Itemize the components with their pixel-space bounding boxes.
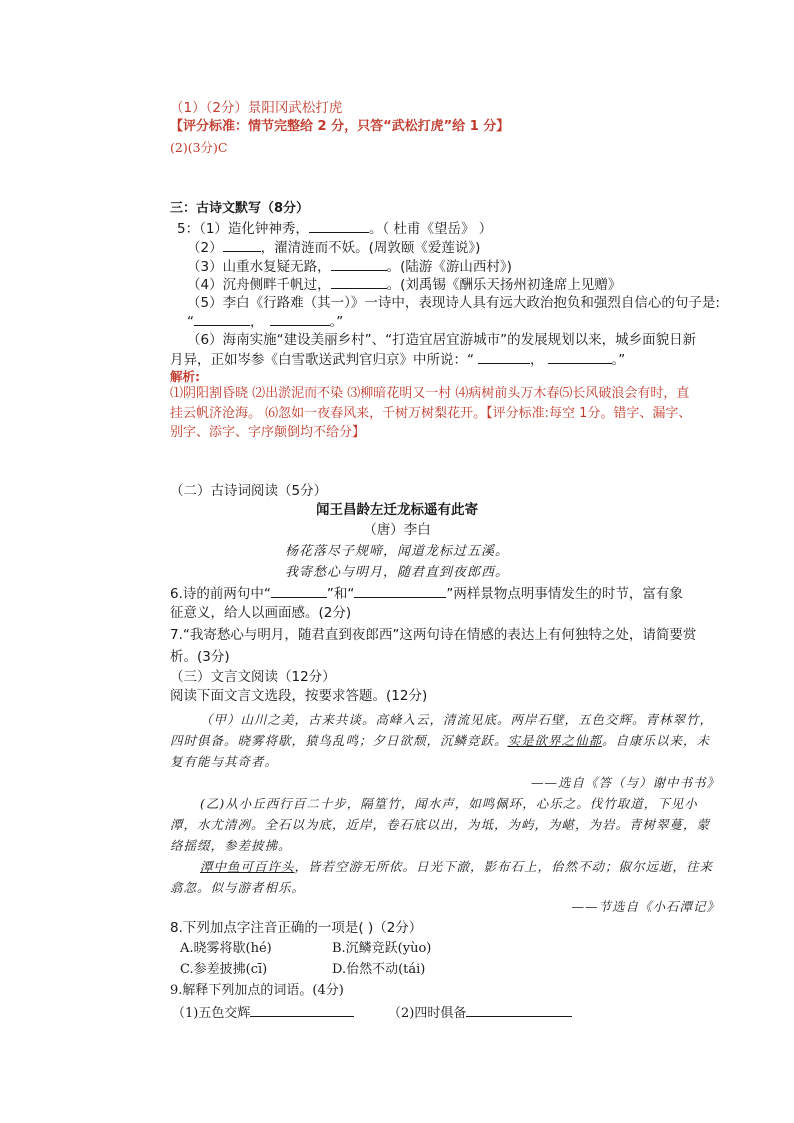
- jia-line-2-tail: 。自康乐以来，未: [602, 733, 711, 748]
- question-7-line-2: 析。(3分): [170, 649, 230, 665]
- poem-section-heading: （二）古诗词阅读（5分）: [170, 483, 328, 499]
- q5-1-blank[interactable]: [309, 218, 369, 233]
- scoring-standard-1: 【评分标准：情节完整给 2 分，只答“武松打虎”给 1 分】: [170, 119, 510, 134]
- passage-yi-line-2: 潭，水尤清冽。全石以为底，近岸，卷石底以出，为坻，为屿，为嵁，为岩。青树翠蔓，蒙: [170, 817, 711, 832]
- q5-2-text-a: （2）: [187, 240, 223, 256]
- passage-yi-source: ——节选自《小石潭记》: [571, 899, 720, 914]
- q5-5-comma: ，: [250, 314, 264, 330]
- q5-1-text-b: 。（ 杜甫《望岳》 ）: [368, 221, 493, 237]
- q5-5-blank-2[interactable]: [270, 311, 330, 326]
- poem-title: 闻王昌龄左迁龙标遥有此寄: [316, 502, 478, 518]
- jia-line-2-text: 四时俱备。晓雾将歇，猿鸟乱鸣；夕日欲颓，沉鳞竞跃。: [170, 733, 508, 748]
- question-5-1: [177, 218, 492, 239]
- q5-6-comma: ，: [530, 352, 544, 368]
- yi-underlined-sentence: 潭中鱼可百许头: [200, 859, 295, 874]
- q5-3-text-a: （3）山重水复疑无路，: [187, 259, 331, 275]
- question-9-1: [172, 1002, 354, 1024]
- q9-2-label: （2)四时俱备: [388, 1006, 467, 1021]
- q5-2-blank[interactable]: [223, 237, 261, 252]
- question-5-4: [187, 274, 621, 295]
- q6-text-c: ”两样景物点明事情发生的时节，富有象: [446, 586, 683, 602]
- q6-text-b: ”和“: [326, 586, 355, 602]
- poem-line-1: 杨花落尽子规啼，闻道龙标过五溪。: [284, 544, 509, 559]
- q9-2-blank[interactable]: [466, 1002, 572, 1017]
- question-5-5: （5）李白《行路难（其一）》一诗中，表现诗人具有远大政治抱负和强烈自信心的句子是:: [187, 295, 720, 311]
- q5-5-close-quote: 。”: [329, 314, 344, 330]
- question-8: 8.下列加点字注音正确的一项是( )（2分）: [170, 920, 423, 936]
- passage-jia-source: ——选自《答（与）谢中书书》: [530, 775, 720, 790]
- section-heading-3: 三：古诗文默写（8分）: [170, 201, 310, 216]
- analysis-label: 解析:: [170, 369, 200, 384]
- passage-yi-line-5: 翕忽。似与游者相乐。: [170, 880, 306, 895]
- question-5-6-line-2: [170, 349, 625, 370]
- poem-line-2: 我寄愁心与明月，随君直到夜郎西。: [284, 565, 509, 580]
- q5-6-close-quote: 。”: [611, 352, 626, 368]
- q5-4-text-b: 。(刘禹锡《酬乐天扬州初逢席上见赠》: [386, 277, 622, 293]
- analysis-line-3: 别字、添字、字序颠倒均不给分】: [170, 425, 366, 440]
- q5-3-blank[interactable]: [331, 256, 387, 271]
- q5-5-open-quote: “: [187, 314, 194, 330]
- classical-instruction: 阅读下面文言文选段，按要求答题。(12分): [170, 688, 428, 704]
- q6-blank-1[interactable]: [271, 583, 327, 598]
- q8-option-b[interactable]: B.沉鳞竞跃(yùo): [332, 941, 432, 956]
- jia-underlined-sentence: 实是欲界之仙都: [507, 733, 603, 748]
- passage-yi-line-3: 络摇缀，参差披拂。: [170, 838, 292, 853]
- q5-2-text-b: ，濯清涟而不妖。(周敦颐《爱莲说》): [260, 240, 481, 256]
- q5-6-text-b: 月异，正如岑参《白雪歌送武判官归京》中所说：“: [170, 352, 474, 368]
- q6-text-a: 6.诗的前两句中“: [170, 586, 271, 602]
- question-7-line-1: 7.“我寄愁心与明月，随君直到夜郎西”这两句诗在情感的表达上有何独特之处，请简要赏: [170, 627, 697, 643]
- passage-jia-line-1: （甲）山川之美，古来共谈。高峰入云，清流见底。两岸石壁，五色交辉。青林翠竹，: [200, 712, 714, 727]
- analysis-line-2: 挂云帆济沧海。 ⑹忽如一夜春风来，千树万树梨花开。【评分标准:每空 1分。错字、漏字、: [170, 406, 692, 421]
- answer-line-1: （1）（2分）景阳冈武松打虎: [170, 100, 343, 116]
- question-6: [170, 583, 683, 604]
- question-9: 9.解释下列加点的词语。(4分): [170, 983, 344, 998]
- passage-yi-line-1: (乙)从小丘西行百二十步，隔篁竹，闻水声，如鸣佩环，心乐之。伐竹取道，下见小: [200, 796, 698, 811]
- q8-option-c[interactable]: C.参差披拂(cī): [180, 962, 268, 977]
- q5-6-blank-2[interactable]: [548, 349, 612, 364]
- q5-3-text-b: 。(陆游《游山西村》): [386, 259, 512, 275]
- poem-author: （唐）李白: [363, 522, 431, 538]
- question-5-2: [187, 237, 480, 258]
- q8-option-a[interactable]: A.晓雾将歇(hé): [180, 941, 272, 956]
- q5-4-text-a: （4）沉舟侧畔千帆过，: [187, 277, 331, 293]
- question-5-5-blanks: [187, 311, 343, 332]
- yi-line-4-text: ，皆若空游无所依。日光下澈，影布石上，佁然不动；俶尔远逝，往来: [294, 859, 714, 874]
- passage-yi-line-4: [200, 857, 713, 877]
- classical-section-heading: （三）文言文阅读（12分）: [170, 669, 336, 685]
- q5-4-blank[interactable]: [331, 274, 387, 289]
- q9-1-label: （1)五色交辉: [172, 1006, 251, 1021]
- passage-jia-line-2: [170, 731, 710, 751]
- q9-1-blank[interactable]: [250, 1002, 354, 1017]
- question-5-6-line-1: （6）海南实施“建设美丽乡村”、“打造宜居宜游城市”的发展规划以来，城乡面貌日新: [187, 332, 697, 348]
- q8-option-d[interactable]: D.佁然不动(tái): [332, 962, 426, 977]
- analysis-line-1: ⑴阴阳割昏晓 ⑵出淤泥而不染 ⑶柳暗花明又一村 ⑷病树前头万木春⑸长风破浪会有时，直: [170, 386, 690, 401]
- q5-6-blank-1[interactable]: [478, 349, 530, 364]
- passage-jia-line-3: 复有能与其奇者。: [170, 754, 279, 769]
- q5-5-blank-1[interactable]: [194, 311, 250, 326]
- q6-blank-2[interactable]: [354, 583, 446, 598]
- question-6-line-2: 征意义，给人以画面感。(2分): [170, 605, 352, 621]
- question-9-2: [388, 1002, 572, 1024]
- q5-1-text-a: 5：（1）造化钟神秀，: [177, 221, 309, 237]
- answer-line-2: (2)(3分)C: [170, 140, 228, 155]
